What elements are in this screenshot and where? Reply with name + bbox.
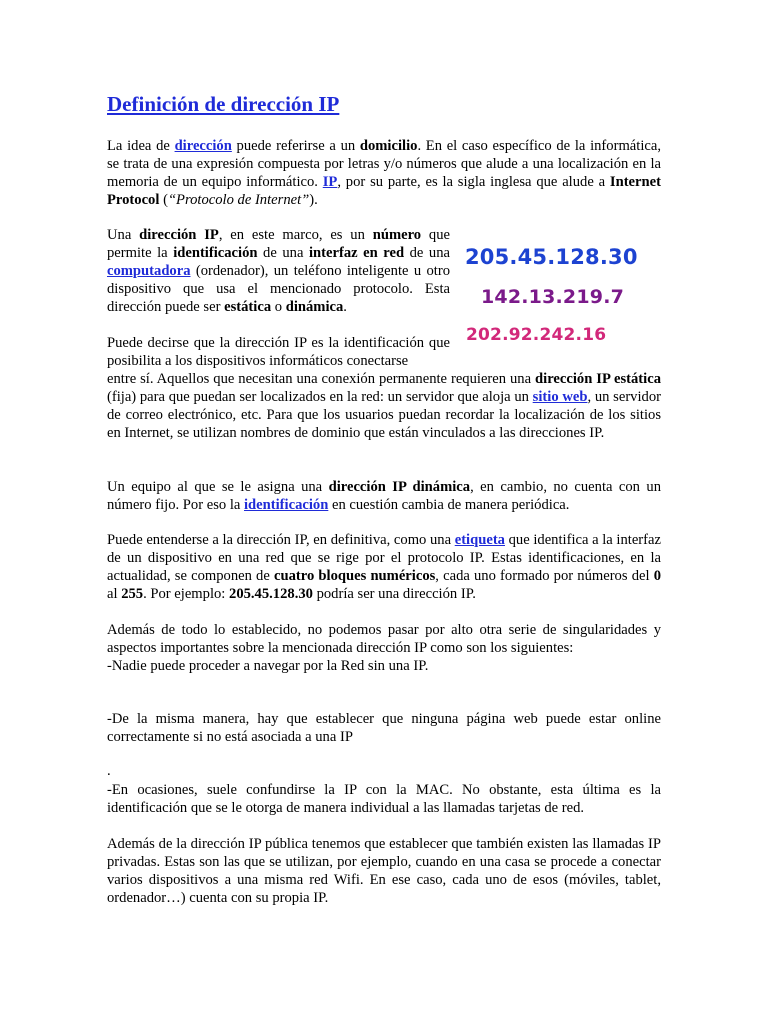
bold-text: dirección IP (139, 227, 219, 243)
text: puede referirse a un (231, 138, 360, 154)
text: podría ser una dirección IP. (312, 586, 476, 602)
bold-text: 205.45.128.30 (229, 586, 313, 602)
ip-example-3: 202.92.242.16 (466, 325, 607, 345)
link-computadora[interactable]: computadora (107, 263, 191, 279)
ip-example-1: 205.45.128.30 (465, 245, 638, 269)
paragraph-ip-definition (107, 226, 450, 316)
text: , en cambio, no cuenta con un número fijo. Por eso la (107, 479, 661, 513)
text: La idea de (107, 138, 175, 154)
text: Además de la dirección IP pública tenemos que establecer que también existen las llamadas IP privadas. Estas son las que se utilizan, por ejemplo, cuando en una casa se procede a conectar varios dispositivos a una misma red Wifi. En ese caso, cada uno de esos (móviles, tablet, ordenador…) cuenta con su propia IP. (107, 836, 661, 906)
paragraph-singularities (107, 621, 661, 675)
text: Una (107, 227, 140, 243)
bold-text: dirección IP estática (535, 371, 661, 387)
page-title: Definición de dirección IP (107, 92, 340, 116)
text: que permite la (107, 227, 450, 261)
text: -En ocasiones, suele confundirse la IP con la MAC. No obstante, esta última es la identificación que se le otorga de manera individual a las llamadas tarjetas de red. (107, 782, 661, 816)
link-ip[interactable]: IP (322, 174, 338, 190)
stray-dot: . (107, 763, 111, 779)
text: , un servidor de correo electrónico, etc. Para que los usuarios puedan recordar la localización de los sitios en Internet, se utilizan nombres de dominio que están vinculados a las direcciones IP. (107, 389, 661, 441)
text: Un equipo al que se le asigna una (107, 479, 329, 495)
text: -De la misma manera, hay que establecer que ninguna página web puede estar online correctamente si no está asociada a una IP (107, 711, 661, 745)
text: -Nadie puede proceder a navegar por la Red sin una IP. (107, 658, 429, 674)
text: . (343, 299, 347, 315)
text: . En el caso específico de la informática, se trata de una expresión compuesta por letras y/o números que alude a una localización en la memoria de un equipo informático. (107, 138, 661, 190)
link-sitio-web[interactable]: sitio web (532, 389, 588, 405)
paragraph-private-ip (107, 835, 661, 907)
text: , por su parte, es la sigla inglesa que alude a (337, 174, 610, 190)
text: de una (404, 245, 450, 261)
bold-text: estática (224, 299, 272, 315)
bold-text: 255 (121, 586, 144, 602)
bold-text: 0 (653, 568, 661, 584)
text: Además de todo lo establecido, no podemos pasar por alto otra serie de singularidades y aspectos importantes sobre la mencionada dirección IP como son los siguientes: (107, 622, 661, 656)
bold-text: dinámica (285, 299, 344, 315)
paragraph-web-online (107, 710, 661, 746)
ip-example-2: 142.13.219.7 (481, 286, 625, 308)
bold-text: identificación (173, 245, 258, 261)
paragraph-static-ip-start (107, 334, 450, 370)
text: , cada uno formado por números del (435, 568, 654, 584)
text: (fija) para que puedan ser localizados en la red: un servidor que aloja un (107, 389, 533, 405)
paragraph-dynamic-ip (107, 478, 661, 514)
link-etiqueta[interactable]: etiqueta (454, 532, 505, 548)
italic-protocolo: “Protocolo de Internet” (167, 192, 310, 208)
paragraph-label (107, 531, 661, 603)
text: en cuestión cambia de manera periódica. (328, 497, 570, 513)
text: ). (309, 192, 318, 208)
link-direccion[interactable]: dirección (174, 138, 232, 154)
text: al (107, 586, 122, 602)
text: (ordenador), un teléfono inteligente u otro dispositivo que usa el mencionado protocolo. Esta dirección puede ser (107, 263, 450, 315)
paragraph-intro (107, 137, 661, 209)
bold-text: número (372, 227, 422, 243)
text: que identifica a la interfaz de un dispositivo en una red que se rige por el protocolo IP. Estas identificaciones, en la actualidad, se componen de (107, 532, 661, 584)
paragraph-static-ip (107, 370, 661, 442)
text: o (271, 299, 286, 315)
paragraph-mac (107, 781, 661, 817)
bold-internet-protocol: Internet Protocol (107, 174, 661, 208)
text: Puede decirse que la dirección IP es la identificación que posibilita a los dispositivos informáticos conectarse (107, 335, 450, 369)
text: de una (257, 245, 309, 261)
bold-text: interfaz en red (308, 245, 405, 261)
link-identificacion[interactable]: identificación (244, 497, 329, 513)
text: entre sí. Aquellos que necesitan una conexión permanente requieren una (107, 371, 536, 387)
text: ( (159, 192, 168, 208)
text: Puede entenderse a la dirección IP, en definitiva, como una (107, 532, 455, 548)
text: . Por ejemplo: (143, 586, 230, 602)
bold-text: dirección IP dinámica (328, 479, 471, 495)
bold-domicilio: domicilio (359, 138, 418, 154)
text: , en este marco, es un (218, 227, 373, 243)
bold-text: cuatro bloques numéricos (274, 568, 436, 584)
